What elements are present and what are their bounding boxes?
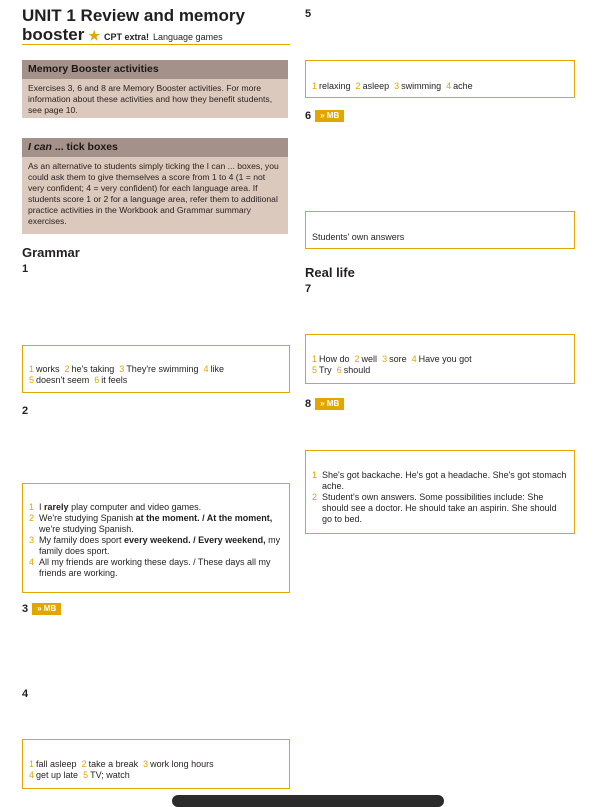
answer-text-part: my family does sport.	[39, 535, 281, 556]
answer-item-number: 1	[312, 81, 318, 91]
answer-item-text: should	[343, 365, 371, 375]
answer-item-text: Try	[319, 365, 332, 375]
answer-item-number: 4	[29, 770, 35, 780]
answer-item-number: 1	[29, 364, 35, 374]
answer-item	[355, 354, 378, 364]
question-4-answers	[22, 739, 290, 789]
answer-text-part: We're studying Spanish	[39, 513, 136, 523]
question-7-number: 7	[305, 283, 312, 295]
memory-booster-badge: » MB	[315, 398, 344, 410]
answer-text-bold: at the moment. / At the moment,	[135, 513, 273, 523]
answer-item-text: TV; watch	[90, 770, 130, 780]
answer-text-bold: every weekend. / Every weekend,	[124, 535, 266, 545]
answer-text-part: I	[39, 502, 45, 512]
answer-item	[29, 375, 89, 385]
answer-text-part: we're studying Spanish.	[39, 524, 134, 534]
answer-item	[65, 364, 115, 374]
answer-item-number: 4	[203, 364, 209, 374]
bottom-scroll-handle[interactable]	[172, 795, 444, 807]
question-4-row-2	[29, 770, 283, 781]
question-5-answers	[305, 60, 575, 98]
answer-item-text: works	[36, 364, 60, 374]
answer-item-number: 2	[64, 364, 70, 374]
question-1-answers	[22, 345, 290, 393]
memory-booster-heading: Memory Booster activities	[22, 60, 288, 79]
answer-item-text: sore	[389, 354, 407, 364]
answer-item-text: How do	[319, 354, 350, 364]
list-item	[29, 557, 283, 579]
answer-item-number: 5	[312, 365, 318, 375]
answer-item-text: ache	[453, 81, 473, 91]
answer-item-number: 3	[119, 364, 125, 374]
list-item	[29, 502, 283, 513]
question-1-number: 1	[22, 263, 29, 275]
question-6-answer: Students' own answers	[312, 232, 405, 242]
title-divider	[22, 44, 290, 45]
question-7-row-1	[312, 354, 568, 365]
answer-text-part: My family does sport	[39, 535, 125, 545]
answer-item-text: doesn't seem	[36, 375, 90, 385]
answer-item-text	[39, 502, 201, 513]
answer-item-number: 3	[382, 354, 388, 364]
answer-item-number: 1	[312, 354, 318, 364]
answer-item-text: swimming	[401, 81, 442, 91]
answer-item-number: 5	[29, 375, 35, 385]
answer-item-number: 2	[29, 513, 35, 523]
unit-title: UNIT 1 Review and memory	[22, 6, 245, 25]
answer-item-text	[39, 513, 283, 535]
question-4-row-1	[29, 759, 283, 770]
answer-item-number: 6	[94, 375, 100, 385]
answer-item-text: Have you got	[418, 354, 472, 364]
question-2-answers	[22, 483, 290, 593]
answer-text-bold: rarely	[44, 502, 69, 512]
question-2-number: 2	[22, 405, 29, 417]
answer-item-text: fall asleep	[36, 759, 77, 769]
i-can-heading-rest: ... tick boxes	[51, 141, 118, 153]
answer-item	[382, 354, 407, 364]
answer-item-text: like	[210, 364, 225, 374]
question-6-number	[305, 110, 344, 122]
question-8-answers	[305, 450, 575, 534]
language-games-label: Language games	[153, 32, 223, 42]
answer-item-number: 2	[354, 354, 360, 364]
question-6-answers	[305, 211, 575, 249]
answer-item-number: 1	[312, 470, 318, 480]
answer-item-text: well	[361, 354, 378, 364]
answer-item	[29, 770, 78, 780]
star-icon: ★	[88, 28, 100, 43]
answer-item-number: 2	[312, 492, 318, 502]
memory-booster-badge: » MB	[32, 603, 61, 615]
answer-item-text: relaxing	[319, 81, 351, 91]
answer-item	[94, 375, 127, 385]
question-5-number: 5	[305, 8, 312, 20]
answer-item-number: 1	[29, 502, 35, 512]
cpt-extra-label: CPT extra!	[104, 32, 150, 42]
i-can-heading-em: I can	[28, 141, 52, 153]
answer-item	[204, 364, 225, 374]
answer-item-number: 4	[29, 557, 35, 567]
question-2-list	[29, 502, 283, 579]
question-5-row-1	[312, 81, 568, 92]
answer-item-number: 4	[446, 81, 452, 91]
question-8-list	[312, 470, 568, 525]
list-item	[312, 470, 568, 492]
list-item	[312, 492, 568, 525]
answer-item-number: 1	[29, 759, 35, 769]
answer-item	[119, 364, 198, 374]
answer-item-number: 3	[143, 759, 149, 769]
memory-booster-badge: » MB	[315, 110, 344, 122]
answer-item	[143, 759, 214, 769]
answer-item-text: get up late	[36, 770, 79, 780]
answer-text-part: play computer and video games.	[68, 502, 202, 512]
answer-item	[356, 81, 390, 91]
question-4-number: 4	[22, 688, 29, 700]
answer-item-number: 5	[83, 770, 89, 780]
answer-item	[412, 354, 472, 364]
question-1-row-1	[29, 364, 283, 375]
answer-item	[312, 365, 332, 375]
question-3-number	[22, 603, 61, 615]
question-1-row-2	[29, 375, 283, 386]
list-item	[29, 513, 283, 535]
real-life-heading: Real life	[305, 265, 355, 280]
answer-item	[394, 81, 441, 91]
answer-item-text: She's got backache. He's got a headache. She's got stomach ache.	[322, 470, 567, 491]
answer-item-text	[39, 535, 283, 557]
answer-item-number: 2	[81, 759, 87, 769]
unit-title-booster: booster	[22, 25, 85, 44]
answer-text-part: All my friends are working these days. / These days all my friends are working.	[39, 557, 271, 578]
memory-booster-note	[22, 60, 288, 118]
question-8-number	[305, 398, 344, 410]
answer-item-number: 3	[394, 81, 400, 91]
answer-item	[83, 770, 130, 780]
i-can-note	[22, 138, 288, 234]
answer-item	[29, 759, 77, 769]
answer-item	[312, 81, 351, 91]
answer-item-text: work long hours	[150, 759, 214, 769]
answer-item-number: 3	[29, 535, 35, 545]
answer-item-number: 2	[355, 81, 361, 91]
answer-item-text: he's taking	[71, 364, 115, 374]
grammar-heading: Grammar	[22, 245, 80, 260]
question-8-num-text: 8	[305, 398, 312, 410]
answer-item-text: They're swimming	[126, 364, 199, 374]
question-3-num-text: 3	[22, 603, 29, 615]
answer-item-text	[39, 557, 283, 579]
answer-item	[446, 81, 473, 91]
answer-item-number: 4	[411, 354, 417, 364]
answer-item	[337, 365, 371, 375]
answer-item-number: 6	[336, 365, 342, 375]
list-item	[29, 535, 283, 557]
answer-item-text: take a break	[88, 759, 139, 769]
memory-booster-body: Exercises 3, 6 and 8 are Memory Booster activities. For more information about these activities and how they benefit students, see page 10.	[28, 83, 273, 115]
answer-item-text: it feels	[101, 375, 128, 385]
answer-item-text: Student's own answers. Some possibilities include: She should see a doctor. He should take an aspirin. She should go to bed.	[322, 492, 557, 524]
answer-item	[82, 759, 139, 769]
answer-item-text: asleep	[362, 81, 390, 91]
answer-item	[29, 364, 60, 374]
question-7-row-2	[312, 365, 568, 376]
question-7-answers	[305, 334, 575, 384]
question-6-num-text: 6	[305, 110, 312, 122]
i-can-heading	[22, 138, 288, 157]
i-can-body: As an alternative to students simply ticking the I can ... boxes, you could ask them to give themselves a score from 1 to 4 (1 = not very confident; 4 = very confident) for each language area. If students score 1 or 2 for a language area, refer them to additional practice activities in the Workbook and Grammar summary exercises.	[28, 161, 279, 226]
answer-item	[312, 354, 350, 364]
